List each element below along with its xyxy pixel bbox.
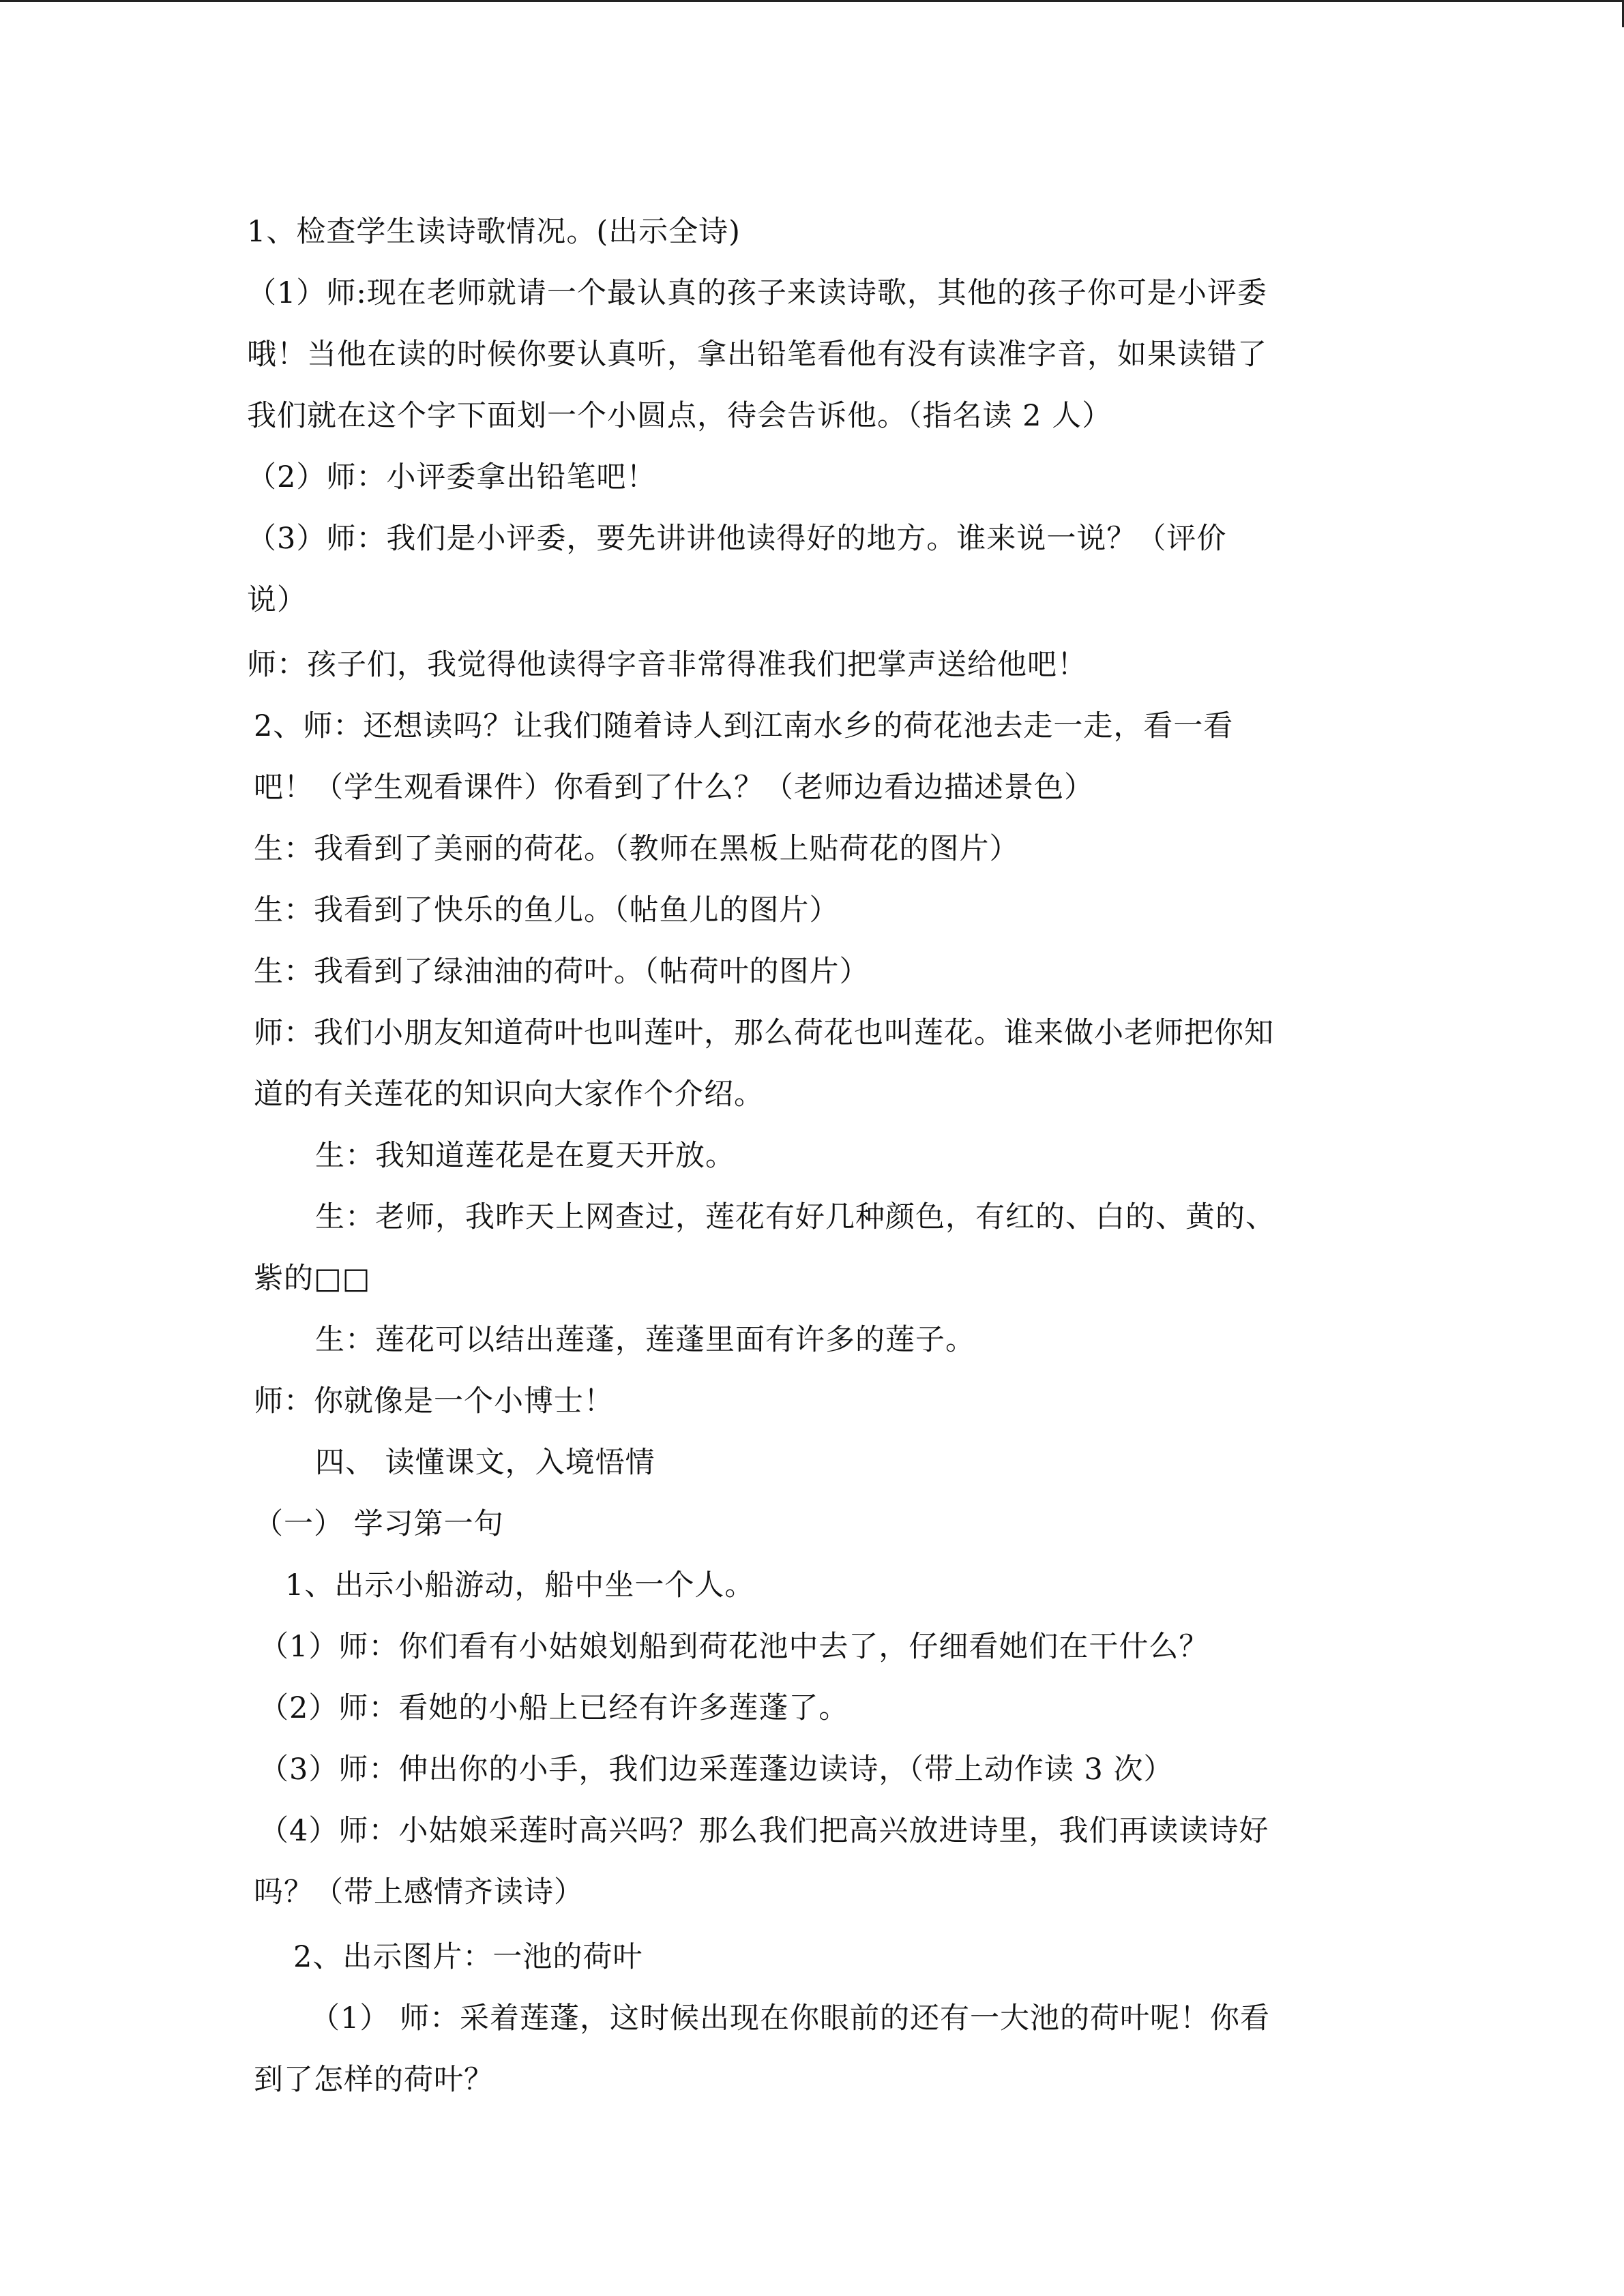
text-line-15: 道的有关莲花的知识向大家作个介绍。 xyxy=(254,1077,764,1112)
text-line-3: 哦！当他在读的时候你要认真听，拿出铅笔看他有没有读准字音，如果读错了 xyxy=(247,338,1267,372)
text-line-7: 说） xyxy=(247,583,307,617)
text-line-13: 生：我看到了绿油油的荷叶。（帖荷叶的图片） xyxy=(254,955,870,989)
text-line-22: （一） 学习第一句 xyxy=(254,1507,504,1541)
text-line-11: 生：我看到了美丽的荷花。（教师在黑板上贴荷花的图片） xyxy=(254,832,1020,866)
text-line-4: 我们就在这个字下面划一个小圆点，待会告诉他。（指名读 2 人） xyxy=(247,399,1112,433)
text-line-24: （1）师：你们看有小姑娘划船到荷花池中去了，仔细看她们在干什么？ xyxy=(259,1630,1209,1664)
text-line-2: （1）师:现在老师就请一个最认真的孩子来读诗歌，其他的孩子你可是小评委 xyxy=(247,276,1267,310)
text-line-30: （1） 师：采着莲蓬，这时候出现在你眼前的还有一大池的荷叶呢！你看 xyxy=(310,2001,1271,2036)
text-line-1: 1、检查学生读诗歌情况。(出示全诗) xyxy=(247,215,741,249)
text-line-19: 生：莲花可以结出莲蓬，莲蓬里面有许多的莲子。 xyxy=(315,1323,975,1357)
text-line-27: （4）师：小姑娘采莲时高兴吗？那么我们把高兴放进诗里，我们再读读诗好 xyxy=(259,1814,1269,1848)
text-line-12: 生：我看到了快乐的鱼儿。（帖鱼儿的图片） xyxy=(254,893,840,927)
text-line-5: （2）师：小评委拿出铅笔吧！ xyxy=(247,460,657,494)
text-line-9: 2、师：还想读吗？让我们随着诗人到江南水乡的荷花池去走一走，看一看 xyxy=(254,709,1234,743)
text-line-18: 紫的□□ xyxy=(254,1262,371,1296)
text-line-10: 吧！（学生观看课件）你看到了什么？（老师边看边描述景色） xyxy=(254,771,1094,805)
text-line-6: （3）师：我们是小评委，要先讲讲他读得好的地方。谁来说一说？（评价 xyxy=(247,522,1227,556)
text-line-31: 到了怎样的荷叶？ xyxy=(254,2063,494,2097)
text-line-21: 四、 读懂课文，入境悟情 xyxy=(315,1446,655,1480)
text-line-14: 师：我们小朋友知道荷叶也叫莲叶，那么荷花也叫莲花。谁来做小老师把你知 xyxy=(254,1016,1274,1050)
text-line-17: 生：老师，我昨天上网查过，莲花有好几种颜色，有红的、白的、黄的、 xyxy=(315,1200,1275,1234)
text-line-29: 2、出示图片：一池的荷叶 xyxy=(293,1940,643,1974)
text-line-28: 吗？（带上感情齐读诗） xyxy=(254,1875,584,1909)
text-line-16: 生：我知道莲花是在夏天开放。 xyxy=(315,1139,735,1173)
text-line-25: （2）师：看她的小船上已经有许多莲蓬了。 xyxy=(259,1691,849,1725)
text-line-20: 师：你就像是一个小博士！ xyxy=(254,1384,614,1418)
text-line-8: 师：孩子们，我觉得他读得字音非常得准我们把掌声送给他吧！ xyxy=(247,648,1087,682)
text-line-26: （3）师：伸出你的小手，我们边采莲蓬边读诗，（带上动作读 3 次） xyxy=(259,1753,1174,1787)
text-line-23: 1、出示小船游动，船中坐一个人。 xyxy=(285,1568,755,1602)
